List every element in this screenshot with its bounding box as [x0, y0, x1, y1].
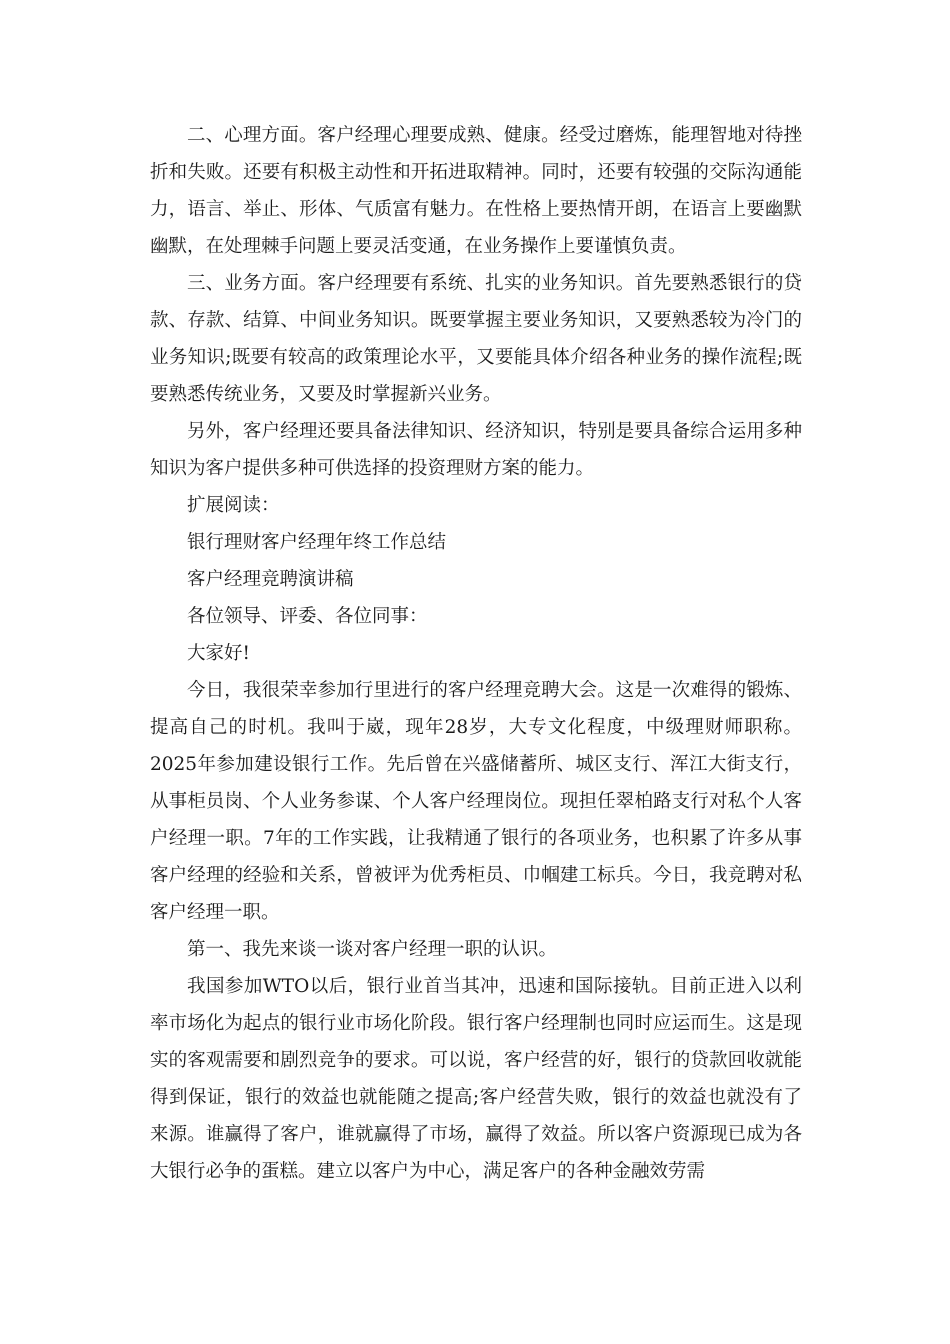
- speech-title: 客户经理竞聘演讲稿: [187, 569, 354, 590]
- document-body: [150, 117, 802, 1190]
- salutation: 各位领导、评委、各位同事：: [187, 606, 428, 627]
- paragraph-psychology: 二、心理方面。客户经理心理要成熟、健康。经受过磨炼，能理智地对待挫折和失败。还要有积极主动性和开拓进取精神。同时，还要有较强的交际沟通能力，语言、举止、形体、气质富有魅力。在性格上要热情开朗，在语言上要幽默幽默，在处理棘手问题上要灵活变通，在业务操作上要谨慎负责。: [150, 125, 802, 257]
- paragraph-introduction: 今日，我很荣幸参加行里进行的客户经理竞聘大会。这是一次难得的锻炼、提高自己的时机。我叫于崴，现年28岁，大专文化程度，中级理财师职称。2025年参加建设银行工作。先后曾在兴盛储蓄所、城区支行、浑江大街支行，从事柜员岗、个人业务参谋、个人客户经理岗位。现担任翠柏路支行对私个人客户经理一职。7年的工作实践，让我精通了银行的各项业务，也积累了许多从事客户经理的经验和关系，曾被评为优秀柜员、巾帼建工标兵。今日，我竞聘对私客户经理一职。: [150, 680, 802, 923]
- paragraph-wto: 我国参加WTO以后，银行业首当其冲，迅速和国际接轨。目前正进入以利率市场化为起点的银行业市场化阶段。银行客户经理制也同时应运而生。这是现实的客观需要和剧烈竞争的要求。可以说，客户经营的好，银行的贷款回收就能得到保证，银行的效益也就能随之提高;客户经营失败，银行的效益也就没有了来源。谁赢得了客户，谁就赢得了市场，赢得了效益。所以客户资源现已成为各大银行必争的蛋糕。建立以客户为中心，满足客户的各种金融效劳需: [150, 976, 802, 1182]
- section-heading-first: 第一、我先来谈一谈对客户经理一职的认识。: [187, 939, 558, 960]
- paragraph-additional: 另外，客户经理还要具备法律知识、经济知识，特别是要具备综合运用多种知识为客户提供多种可供选择的投资理财方案的能力。: [150, 421, 802, 479]
- paragraph-business: 三、业务方面。客户经理要有系统、扎实的业务知识。首先要熟悉银行的贷款、存款、结算、中间业务知识。既要掌握主要业务知识，又要熟悉较为冷门的业务知识;既要有较高的政策理论水平，又要能具体介绍各种业务的操作流程;既要熟悉传统业务，又要及时掌握新兴业务。: [150, 273, 802, 405]
- greeting: 大家好!: [187, 643, 250, 664]
- related-article-title: 银行理财客户经理年终工作总结: [187, 532, 447, 553]
- extended-reading-heading: 扩展阅读：: [187, 495, 280, 516]
